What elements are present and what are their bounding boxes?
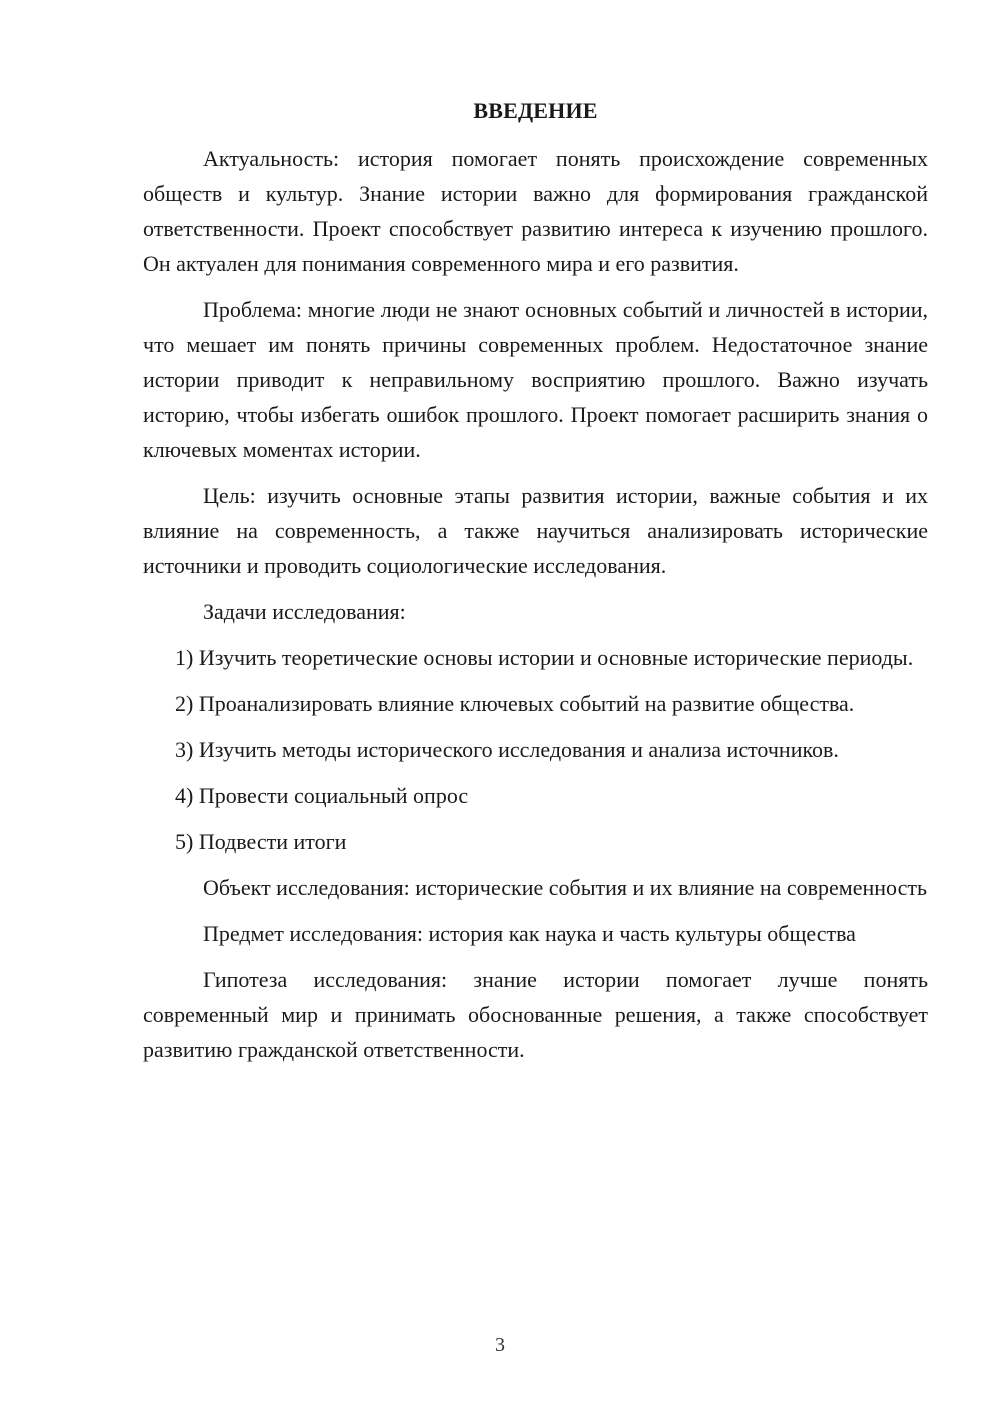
hypothesis-paragraph: Гипотеза исследования: знание истории помогает лучше понять современный мир и принимать обоснованные решения, а также способствует развитию гражданской ответственности. xyxy=(143,967,928,1062)
subject-paragraph: Предмет исследования: история как наука и часть культуры общества xyxy=(203,921,856,946)
page-title: ВВЕДЕНИЕ xyxy=(473,98,598,123)
task-item-2: 2) Проанализировать влияние ключевых событий на развитие общества. xyxy=(175,691,855,716)
task-item-1: 1) Изучить теоретические основы истории и основные исторические периоды. xyxy=(175,645,914,670)
relevance-paragraph: Актуальность: история помогает понять происхождение современных обществ и культур. Знание истории важно для формирования гражданской ответственности. Проект способствует развитию интереса к изучению прошлого. Он актуален для понимания современного мира и его развития. xyxy=(143,146,928,276)
tasks-heading: Задачи исследования: xyxy=(203,599,406,624)
object-paragraph: Объект исследования: исторические события и их влияние на современность xyxy=(203,875,928,900)
goal-paragraph: Цель: изучить основные этапы развития истории, важные события и их влияние на современность, а также научиться анализировать исторические источники и проводить социологические исследования. xyxy=(143,483,928,578)
task-item-4: 4) Провести социальный опрос xyxy=(175,783,469,808)
document-page xyxy=(143,96,928,1078)
task-item-3: 3) Изучить методы исторического исследования и анализа источников. xyxy=(175,737,839,762)
page-number: 3 xyxy=(495,1334,505,1356)
problem-paragraph: Проблема: многие люди не знают основных событий и личностей в истории, что мешает им понять причины современных проблем. Недостаточное знание истории приводит к неправильному восприятию прошлого. Важно изучать историю, чтобы избегать ошибок прошлого. Проект помогает расширить знания о ключевых моментах истории. xyxy=(143,297,928,462)
task-item-5: 5) Подвести итоги xyxy=(175,829,347,854)
